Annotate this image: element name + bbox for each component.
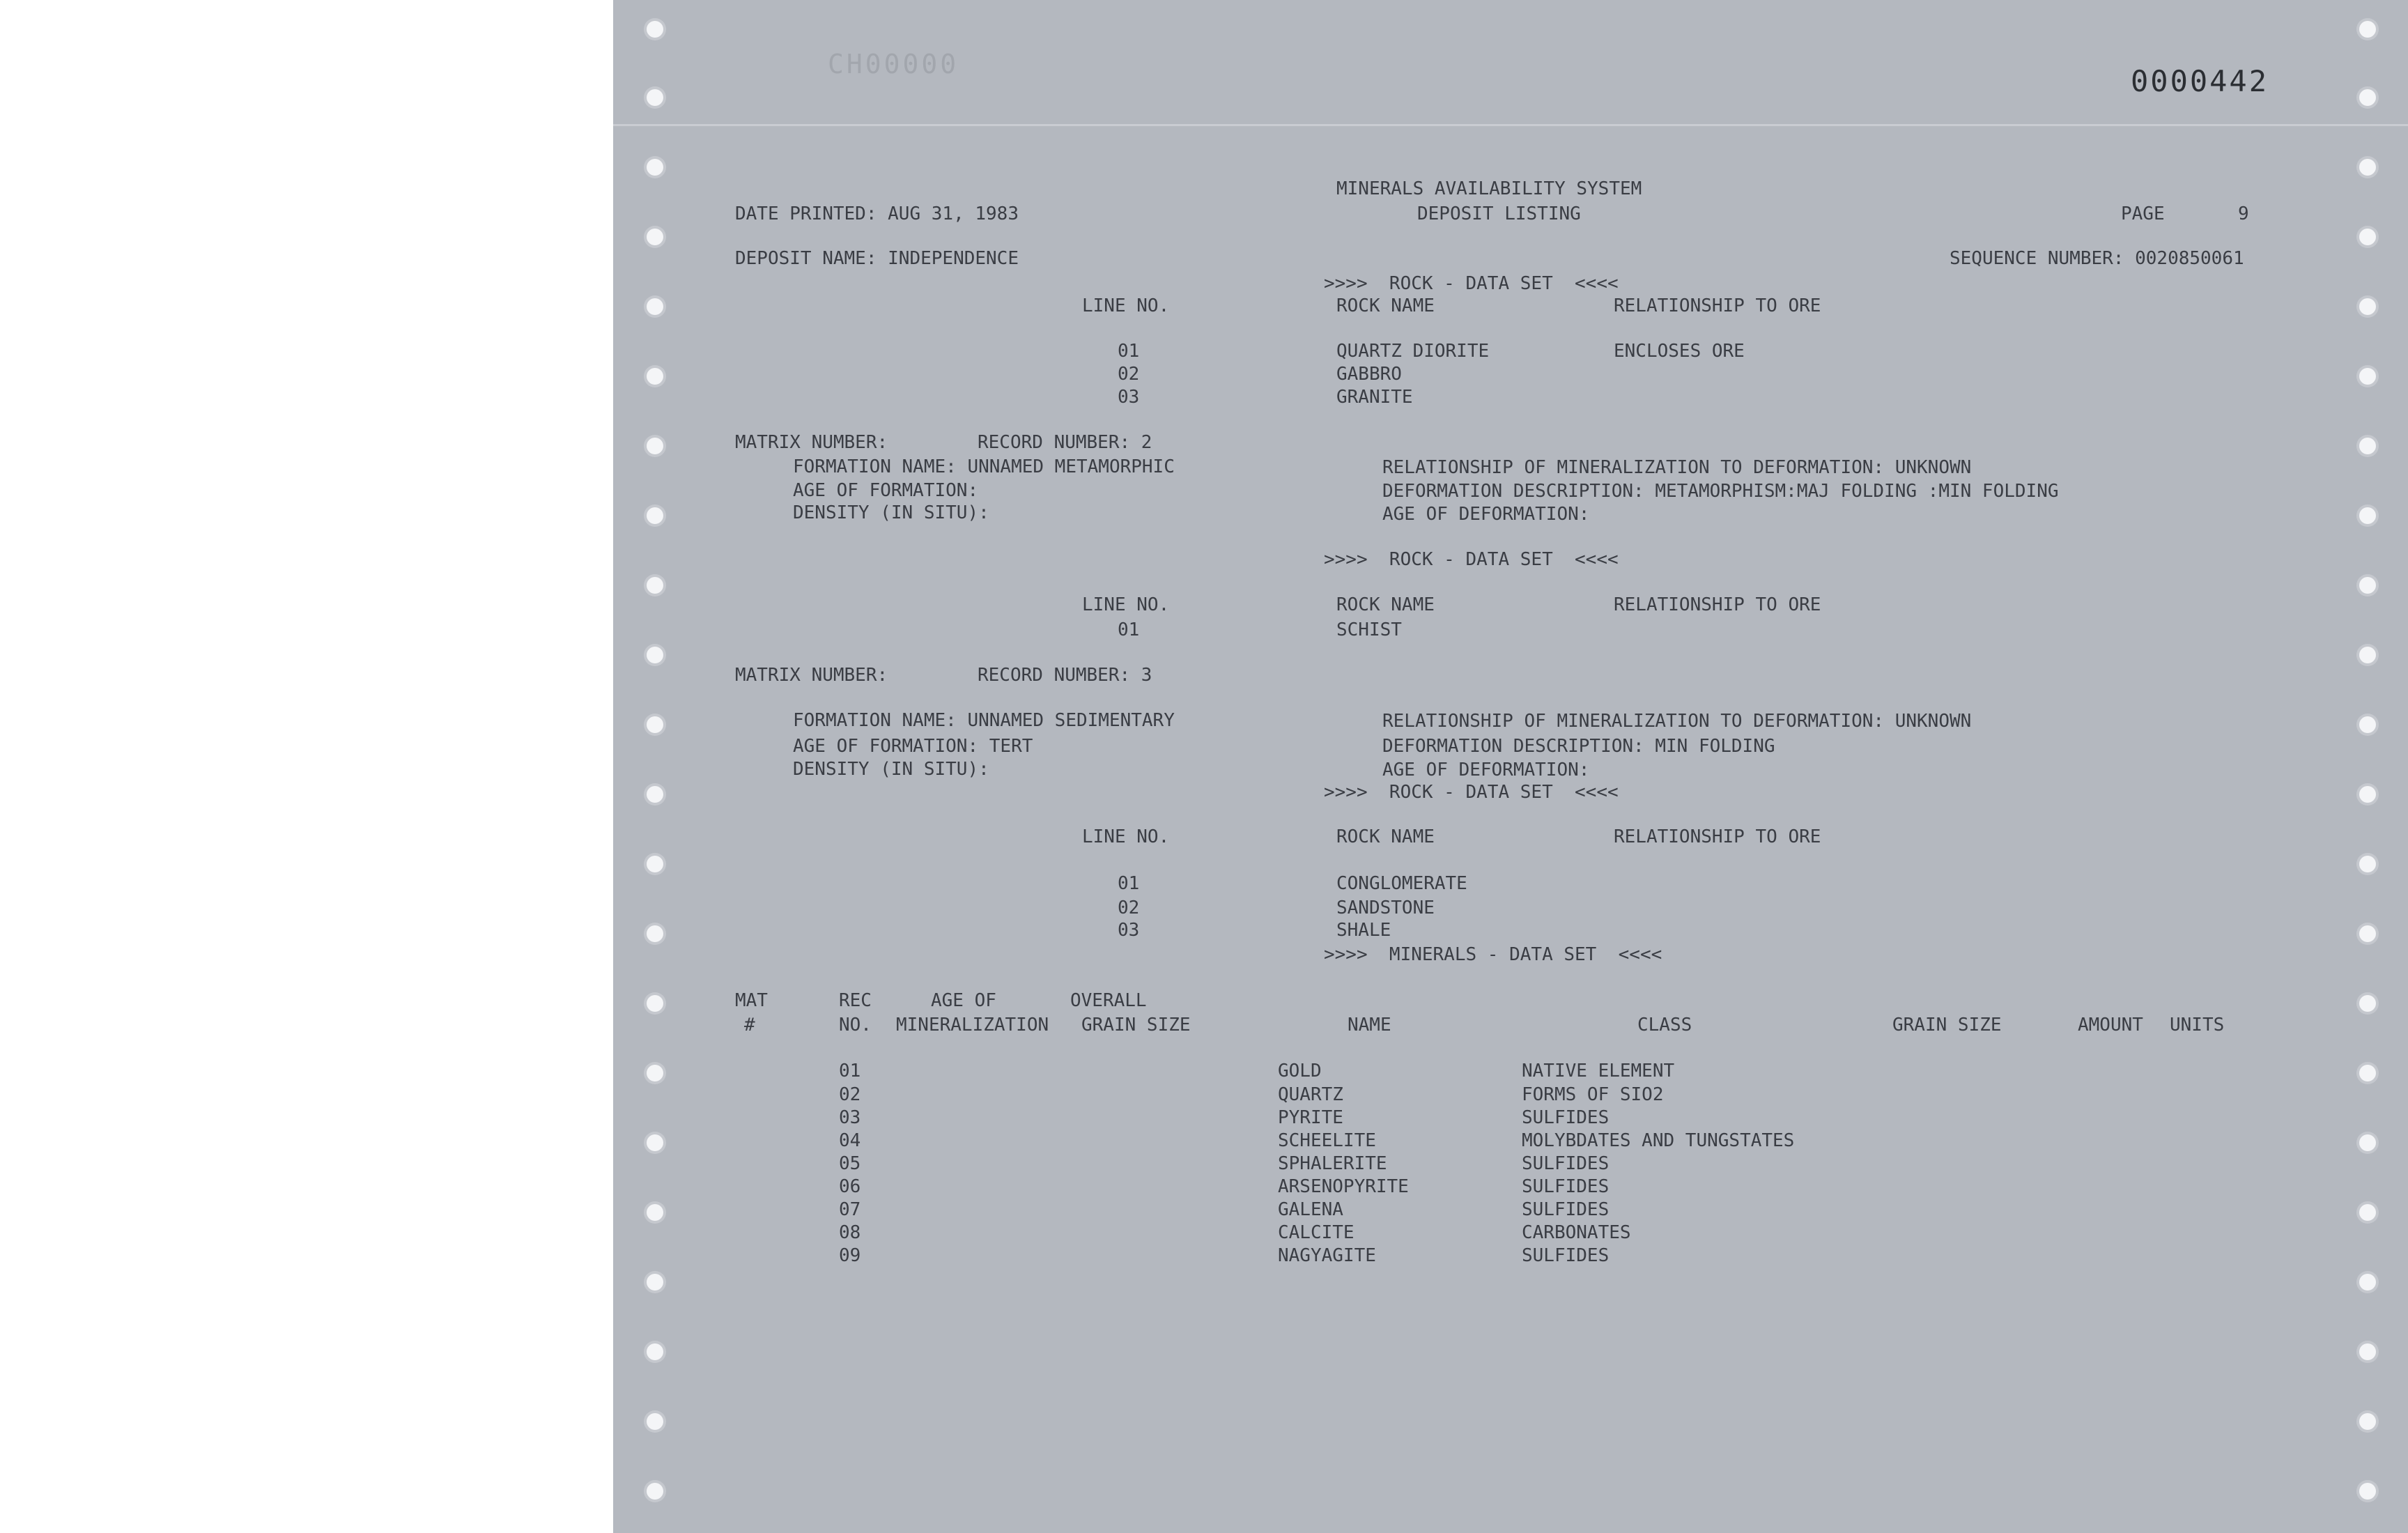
tractor-hole xyxy=(2359,716,2376,733)
overall-header-sub: GRAIN SIZE xyxy=(1081,1015,1191,1035)
mineral-rec-no: 02 xyxy=(839,1084,861,1105)
record-number: RECORD NUMBER: 3 xyxy=(978,665,1152,686)
mineral-rec-no: 03 xyxy=(839,1107,861,1128)
mineral-class: NATIVE ELEMENT xyxy=(1522,1061,1675,1081)
tractor-hole xyxy=(2359,856,2376,872)
mineral-rec-no: 08 xyxy=(839,1222,861,1243)
tractor-hole xyxy=(2359,925,2376,942)
mat-header-sub: # xyxy=(744,1015,755,1035)
mineral-class: SULFIDES xyxy=(1522,1245,1610,1266)
mineral-name: GALENA xyxy=(1278,1199,1343,1220)
tractor-hole xyxy=(2359,647,2376,663)
mineral-rec-no: 09 xyxy=(839,1245,861,1266)
deformation-description: DEFORMATION DESCRIPTION: METAMORPHISM:MAJ FOLDING :MIN FOLDING xyxy=(1382,481,2059,502)
mineral-rec-no: 06 xyxy=(839,1176,861,1197)
mineral-class: SULFIDES xyxy=(1522,1153,1610,1174)
formation-name: FORMATION NAME: UNNAMED SEDIMENTARY xyxy=(793,710,1175,731)
matrix-number: MATRIX NUMBER: xyxy=(735,665,888,686)
tractor-hole xyxy=(647,1483,663,1500)
tractor-hole xyxy=(2359,995,2376,1012)
rock-relationship: ENCLOSES ORE xyxy=(1614,341,1745,362)
tractor-hole xyxy=(2359,1065,2376,1081)
tractor-hole xyxy=(647,577,663,594)
tractor-hole xyxy=(647,1413,663,1430)
mineralization-deformation-relationship: RELATIONSHIP OF MINERALIZATION TO DEFORMATION: UNKNOWN xyxy=(1382,457,1972,478)
rock-name: SCHIST xyxy=(1336,619,1402,640)
line-no-header: LINE NO. xyxy=(1082,295,1170,316)
tractor-hole xyxy=(2359,89,2376,106)
density-in-situ: DENSITY (IN SITU): xyxy=(793,759,989,780)
tractor-hole xyxy=(647,1065,663,1081)
rock-name-header: ROCK NAME xyxy=(1336,826,1435,847)
tractor-hole xyxy=(647,856,663,872)
tractor-hole xyxy=(647,89,663,106)
tractor-hole xyxy=(2359,1483,2376,1500)
density-in-situ: DENSITY (IN SITU): xyxy=(793,502,989,523)
rock-data-set-title: >>>> ROCK - DATA SET <<<< xyxy=(1324,782,1619,803)
page-number: 9 xyxy=(2238,203,2249,224)
system-title: MINERALS AVAILABILITY SYSTEM xyxy=(1336,178,1642,199)
mineral-name: GOLD xyxy=(1278,1061,1322,1081)
age-of-formation: AGE OF FORMATION: xyxy=(793,480,979,501)
perforation-line xyxy=(613,124,2408,126)
tractor-hole xyxy=(647,159,663,176)
tractor-hole xyxy=(2359,1274,2376,1291)
rock-name-header: ROCK NAME xyxy=(1336,295,1435,316)
age-header: AGE OF xyxy=(931,990,996,1011)
age-of-deformation: AGE OF DEFORMATION: xyxy=(1382,760,1590,780)
tractor-hole xyxy=(2359,1134,2376,1151)
rock-name: CONGLOMERATE xyxy=(1336,873,1467,894)
tractor-hole xyxy=(647,716,663,733)
minerals-data-set-title: >>>> MINERALS - DATA SET <<<< xyxy=(1324,944,1662,965)
tractor-hole xyxy=(2359,21,2376,38)
rock-line-no: 02 xyxy=(1118,898,1140,918)
date-printed: DATE PRINTED: AUG 31, 1983 xyxy=(735,203,1019,224)
mineral-class: CARBONATES xyxy=(1522,1222,1631,1243)
listing-title: DEPOSIT LISTING xyxy=(1417,203,1581,224)
rock-line-no: 03 xyxy=(1118,920,1140,941)
tractor-hole xyxy=(647,438,663,454)
mineralization-deformation-relationship: RELATIONSHIP OF MINERALIZATION TO DEFORMATION: UNKNOWN xyxy=(1382,711,1972,732)
tractor-hole xyxy=(2359,438,2376,454)
rock-name-header: ROCK NAME xyxy=(1336,594,1435,615)
age-of-deformation: AGE OF DEFORMATION: xyxy=(1382,504,1590,525)
age-header-sub: MINERALIZATION xyxy=(896,1015,1049,1035)
line-no-header: LINE NO. xyxy=(1082,826,1170,847)
mineral-name: PYRITE xyxy=(1278,1107,1343,1128)
document-stamp-number: 0000442 xyxy=(2131,64,2269,98)
tractor-hole xyxy=(2359,1343,2376,1360)
faint-stamp: CH00000 xyxy=(828,49,959,79)
tractor-hole xyxy=(647,298,663,315)
rec-header-sub: NO. xyxy=(839,1015,872,1035)
tractor-hole xyxy=(647,647,663,663)
mineral-class: SULFIDES xyxy=(1522,1176,1610,1197)
tractor-hole xyxy=(2359,786,2376,803)
tractor-hole xyxy=(647,1343,663,1360)
amount-header: AMOUNT xyxy=(2078,1015,2143,1035)
tractor-hole xyxy=(2359,577,2376,594)
rock-name: SANDSTONE xyxy=(1336,898,1435,918)
deformation-description: DEFORMATION DESCRIPTION: MIN FOLDING xyxy=(1382,736,1775,757)
mineral-rec-no: 05 xyxy=(839,1153,861,1174)
mineral-class-header: CLASS xyxy=(1637,1015,1692,1035)
printout-sheet xyxy=(613,0,2408,1533)
deposit-name: DEPOSIT NAME: INDEPENDENCE xyxy=(735,248,1019,269)
age-of-formation: AGE OF FORMATION: TERT xyxy=(793,736,1033,757)
tractor-hole xyxy=(2359,298,2376,315)
line-no-header: LINE NO. xyxy=(1082,594,1170,615)
mineral-rec-no: 01 xyxy=(839,1061,861,1081)
formation-name: FORMATION NAME: UNNAMED METAMORPHIC xyxy=(793,456,1175,477)
rock-line-no: 01 xyxy=(1118,341,1140,362)
relationship-header: RELATIONSHIP TO ORE xyxy=(1614,826,1821,847)
tractor-hole xyxy=(2359,229,2376,245)
tractor-hole xyxy=(2359,159,2376,176)
rock-name: QUARTZ DIORITE xyxy=(1336,341,1490,362)
mineral-rec-no: 07 xyxy=(839,1199,861,1220)
rock-line-no: 01 xyxy=(1118,873,1140,894)
mineral-class: SULFIDES xyxy=(1522,1199,1610,1220)
mineral-name: ARSENOPYRITE xyxy=(1278,1176,1409,1197)
mineral-name: SCHEELITE xyxy=(1278,1130,1376,1151)
page-label: PAGE xyxy=(2121,203,2165,224)
mineral-rec-no: 04 xyxy=(839,1130,861,1151)
rock-name: SHALE xyxy=(1336,920,1391,941)
tractor-hole xyxy=(2359,1413,2376,1430)
tractor-hole xyxy=(647,1274,663,1291)
tractor-hole xyxy=(647,1134,663,1151)
rock-name: GABBRO xyxy=(1336,364,1402,385)
mineral-class: SULFIDES xyxy=(1522,1107,1610,1128)
rock-name: GRANITE xyxy=(1336,387,1413,408)
tractor-hole xyxy=(647,229,663,245)
tractor-hole xyxy=(647,925,663,942)
rock-line-no: 02 xyxy=(1118,364,1140,385)
grain-size-header: GRAIN SIZE xyxy=(1892,1015,2002,1035)
rock-data-set-title: >>>> ROCK - DATA SET <<<< xyxy=(1324,273,1619,294)
mineral-name-header: NAME xyxy=(1348,1015,1391,1035)
rock-line-no: 03 xyxy=(1118,387,1140,408)
mineral-name: NAGYAGITE xyxy=(1278,1245,1376,1266)
tractor-hole xyxy=(647,786,663,803)
tractor-hole xyxy=(647,1204,663,1221)
relationship-header: RELATIONSHIP TO ORE xyxy=(1614,594,1821,615)
mineral-class: FORMS OF SIO2 xyxy=(1522,1084,1664,1105)
sequence-number: SEQUENCE NUMBER: 0020850061 xyxy=(1950,248,2244,269)
rock-line-no: 01 xyxy=(1118,619,1140,640)
mineral-name: CALCITE xyxy=(1278,1222,1354,1243)
rock-data-set-title: >>>> ROCK - DATA SET <<<< xyxy=(1324,549,1619,570)
mineral-name: SPHALERITE xyxy=(1278,1153,1387,1174)
mineral-name: QUARTZ xyxy=(1278,1084,1343,1105)
tractor-hole xyxy=(647,507,663,524)
tractor-hole xyxy=(647,368,663,385)
tractor-hole xyxy=(2359,507,2376,524)
mineral-class: MOLYBDATES AND TUNGSTATES xyxy=(1522,1130,1795,1151)
rec-header: REC xyxy=(839,990,872,1011)
relationship-header: RELATIONSHIP TO ORE xyxy=(1614,295,1821,316)
tractor-hole xyxy=(647,21,663,38)
overall-header: OVERALL xyxy=(1070,990,1147,1011)
tractor-hole xyxy=(2359,1204,2376,1221)
tractor-hole xyxy=(2359,368,2376,385)
tractor-hole xyxy=(647,995,663,1012)
mat-header: MAT xyxy=(735,990,768,1011)
units-header: UNITS xyxy=(2170,1015,2225,1035)
record-number: RECORD NUMBER: 2 xyxy=(978,432,1152,453)
matrix-number: MATRIX NUMBER: xyxy=(735,432,888,453)
